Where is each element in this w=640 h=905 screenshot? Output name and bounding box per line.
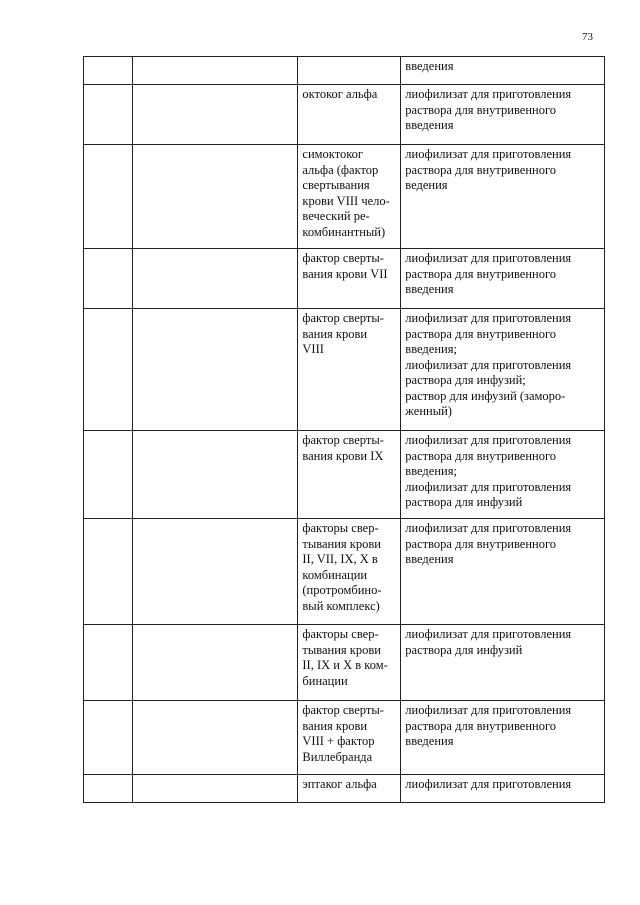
drug-table — [83, 56, 605, 803]
table-row — [84, 431, 605, 519]
group-cell — [133, 85, 298, 145]
dosage-form: лиофилизат для приготовления раствора для внутривенного введения; лиофилизат для приготовления раствора для инфузий; раствор для инфузий (заморо- женный) — [405, 311, 572, 418]
drug-name-cell — [298, 57, 401, 85]
dosage-form-cell — [401, 431, 605, 519]
table-row — [84, 249, 605, 309]
drug-name-cell — [298, 775, 401, 803]
drug-name: фактор сверты- вания крови IX — [302, 433, 384, 463]
group-cell — [133, 625, 298, 701]
drug-name-cell — [298, 309, 401, 431]
drug-name-cell — [298, 145, 401, 249]
dosage-form: лиофилизат для приготовления — [405, 777, 572, 791]
code-cell — [84, 85, 133, 145]
table-row — [84, 145, 605, 249]
drug-name: октоког альфа — [302, 87, 378, 101]
dosage-form-cell — [401, 625, 605, 701]
group-cell — [133, 701, 298, 775]
code-cell — [84, 309, 133, 431]
group-cell — [133, 309, 298, 431]
dosage-form-cell — [401, 249, 605, 309]
drug-name: фактор сверты- вания крови VII — [302, 251, 388, 281]
drug-name-cell — [298, 431, 401, 519]
drug-name: фактор сверты- вания крови VIII + фактор Виллебранда — [302, 703, 384, 764]
code-cell — [84, 249, 133, 309]
code-cell — [84, 775, 133, 803]
page-number: 73 — [582, 31, 593, 43]
dosage-form: лиофилизат для приготовления раствора для внутривенного введения; лиофилизат для приготовления раствора для инфузий — [405, 433, 572, 509]
dosage-form-cell — [401, 145, 605, 249]
drug-name: факторы свер- тывания крови II, IX и X в ком- бинации — [302, 627, 388, 688]
dosage-form-cell — [401, 701, 605, 775]
table-row — [84, 775, 605, 803]
table-row — [84, 701, 605, 775]
dosage-form: лиофилизат для приготовления раствора для внутривенного введения — [405, 251, 572, 296]
code-cell — [84, 145, 133, 249]
code-cell — [84, 57, 133, 85]
dosage-form-cell — [401, 309, 605, 431]
drug-name-cell — [298, 85, 401, 145]
drug-name-cell — [298, 519, 401, 625]
code-cell — [84, 519, 133, 625]
table-row — [84, 519, 605, 625]
group-cell — [133, 57, 298, 85]
group-cell — [133, 145, 298, 249]
dosage-form-cell — [401, 519, 605, 625]
code-cell — [84, 701, 133, 775]
group-cell — [133, 249, 298, 309]
group-cell — [133, 431, 298, 519]
dosage-form-cell — [401, 85, 605, 145]
drug-name-cell — [298, 701, 401, 775]
dosage-form: введения — [405, 59, 454, 73]
drug-name-cell — [298, 625, 401, 701]
dosage-form: лиофилизат для приготовления раствора для внутривенного ведения — [405, 147, 572, 192]
dosage-form-cell — [401, 57, 605, 85]
dosage-form: лиофилизат для приготовления раствора для внутривенного введения — [405, 87, 572, 132]
dosage-form: лиофилизат для приготовления раствора для инфузий — [405, 627, 572, 657]
dosage-form: лиофилизат для приготовления раствора для внутривенного введения — [405, 521, 572, 566]
drug-name: фактор сверты- вания крови VIII — [302, 311, 384, 356]
table-row — [84, 85, 605, 145]
dosage-form-cell — [401, 775, 605, 803]
group-cell — [133, 519, 298, 625]
group-cell — [133, 775, 298, 803]
drug-name: симоктоког альфа (фактор свертывания крови VIII чело- веческий ре- комбинантный) — [302, 147, 390, 239]
dosage-form: лиофилизат для приготовления раствора для внутривенного введения — [405, 703, 572, 748]
table-row — [84, 625, 605, 701]
table-row — [84, 57, 605, 85]
code-cell — [84, 431, 133, 519]
table-row — [84, 309, 605, 431]
drug-name-cell — [298, 249, 401, 309]
drug-name: факторы свер- тывания крови II, VII, IX, X в комбинации (протромбино- вый комплекс) — [302, 521, 382, 613]
drug-name: эптаког альфа — [302, 777, 377, 791]
code-cell — [84, 625, 133, 701]
